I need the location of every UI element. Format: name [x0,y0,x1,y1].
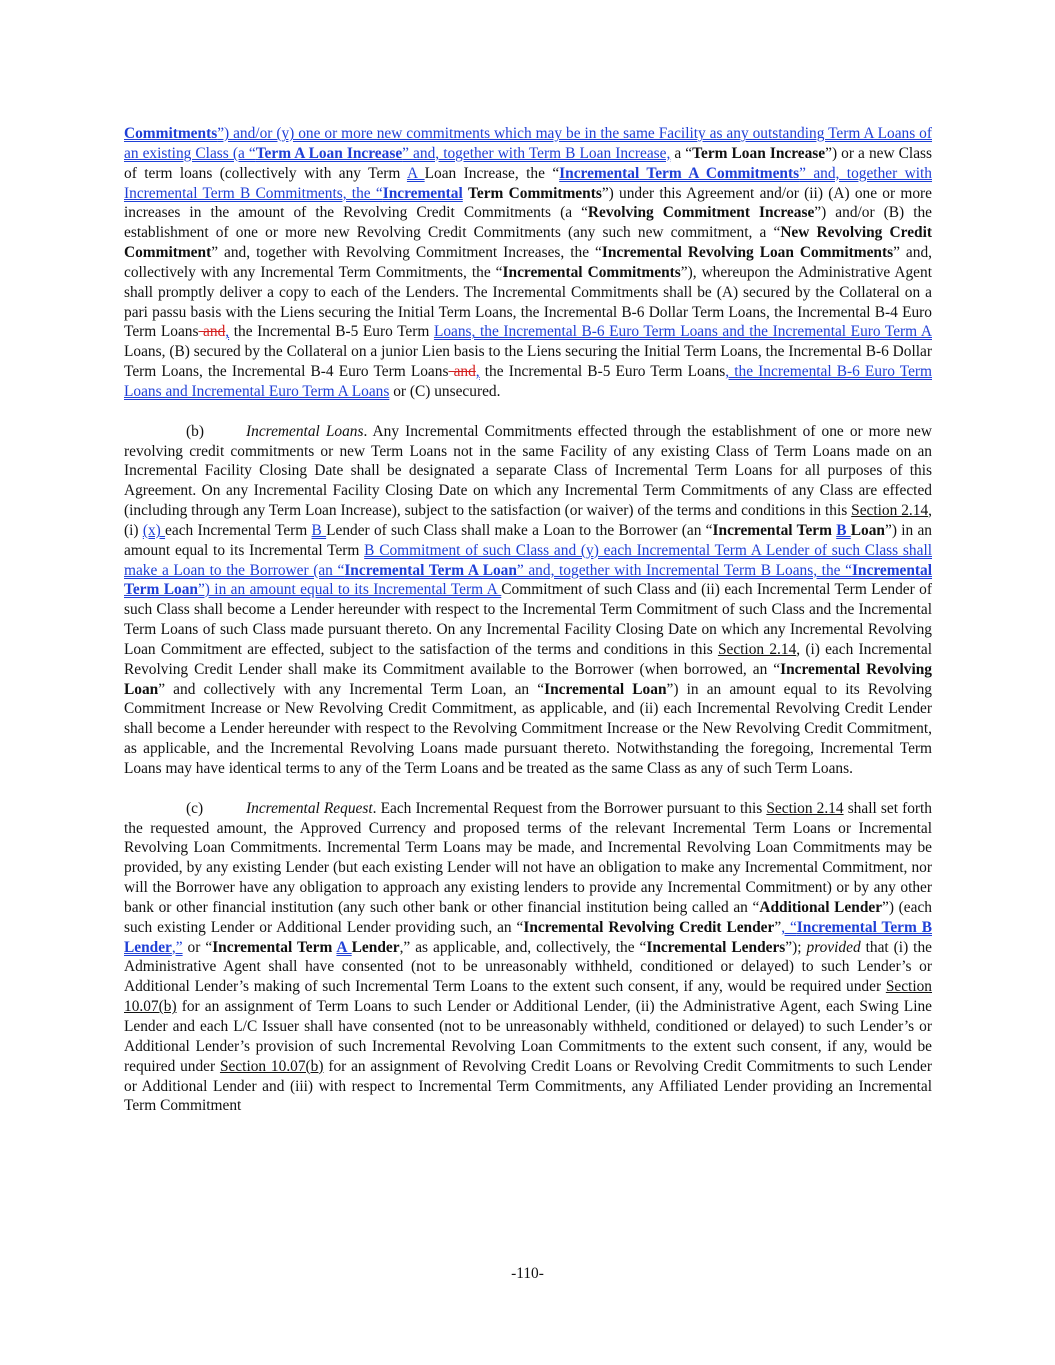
defined-term: Lender [351,938,400,956]
section-reference[interactable]: Section 2.14 [717,640,797,658]
inserted-text: , [225,323,230,341]
section-heading: Incremental Request [246,799,373,817]
defined-term: Additional Lender [759,898,883,916]
inserted-text: B [836,521,851,539]
inserted-text: Loans, the Incremental B-6 Euro Term Loans and the Incremental Euro Term A [433,323,932,341]
defined-term: Incremental Term [712,521,837,539]
section-reference[interactable]: Section 10.07(b) [219,1057,324,1075]
deleted-text: and [198,323,226,341]
emphasis: provided [806,938,861,956]
defined-term: Incremental [382,184,463,202]
defined-term: Incremental Revolving Loan [124,660,932,698]
defined-term: Loan [850,521,885,539]
defined-term: Incremental Term [212,938,337,956]
defined-term: Incremental Term Loan [124,561,933,599]
paragraph-c: (c) Incremental Request. Each Incremental Request from the Borrower pursuant to this Section 2.14 shall set forth the requested amount, the Approved Currency and proposed terms of the relevant Incremental Term Loans or Incremental Revolving Loan Commitments. Incremental Term Loans may be made, and Incremental Revolving Loan Commitments may be provided, by any existing Lender (but each existing Lender will not have an obligation to make any Incremental Commitment, nor will the Borrower have any obligation to approach any existing lenders to provide any Incremental Commitment) or by any other bank or other financial institution (any such other bank or other financial institution being called an “Additional Lender”) (each such existing Lender or Additional Lender providing such, an “Incremental Revolving Credit Lender”, “Incremental Term B Lender,” or “Incremental Term A Lender,” as applicable, and, collectively, the “Incremental Lenders”); provided that (i) the Administrative Agent shall have consented (not to be unreasonably withheld, conditioned or delayed) to such Lender’s or Additional Lender’s making of such Incremental Term Loans to the extent such consent, if any, would be required under Section 10.07(b) for an assignment of Term Loans to such Lender or Additional Lender, (ii) the Administrative Agent, each Swing Line Lender and each L/C Issuer shall have consented (not to be unreasonably withheld, conditioned or delayed) to such Lender’s or Additional Lender’s provision of such Incremental Revolving Loan Commitments to the extent such consent, if any, would be required under Section 10.07(b) for an assignment of Revolving Credit Loans or Revolving Credit Commitments to such Lender or Additional Lender and (iii) with respect to Incremental Term Commitments, any Affiliated Lender providing an Incremental Term Commitment [124,799,933,1115]
inserted-text: , [475,363,480,381]
document-page [124,124,932,1116]
deleted-text: and [448,363,476,381]
inserted-text: (x) [142,521,166,539]
defined-term: Term A Loan Increase [255,144,403,162]
defined-term: Incremental Loan [544,680,667,698]
defined-term: Incremental Term B Lender [124,918,932,956]
defined-term: Commitments [124,125,218,142]
inserted-text: , the Incremental B-6 Euro Term Loans and Incremental Euro Term A Loans [124,363,933,400]
inserted-text: Commitments”) and/or (y) one or more new commitments which may be in the same Facility as any outstanding Term A Loans of an existing Class (a “Term A Loan Increase” and, together with Term B Loan Increase, [124,125,932,162]
defined-term: Incremental Commitments [502,263,681,281]
defined-term: Incremental Term A Commitments [559,164,800,182]
defined-term: Term Commitments [468,184,602,202]
section-reference[interactable]: Section 2.14 [766,799,844,817]
defined-term: Incremental Lenders [646,938,786,956]
inserted-text: B [311,521,327,539]
page-number: -110- [511,1265,544,1282]
paragraph-a: Commitments”) and/or (y) one or more new commitments which may be in the same Facility as any outstanding Term A Loans of an existing Class (a “Term A Loan Increase” and, together with Term B Loan Increase, a “Term Loan Increase”) or a new Class of term loans (collectively with any Term A Loan Increase, the “Incremental Term A Commitments” and, together with Incremental Term B Commitments, the “Incremental Term Commitments”) under this Agreement and/or (ii) (A) one or more increases in the amount of the Revolving Credit Commitments (a “Revolving Commitment Increase”) and/or (B) the establishment of one or more new Revolving Credit Commitments (any such new commitment, a “New Revolving Credit Commitment” and, together with Revolving Commitment Increases, the “Incremental Revolving Loan Commitments” and, collectively with any Incremental Term Commitments, the “Incremental Commitments”), whereupon the Administrative Agent shall promptly deliver a copy to each of the Lenders. The Incremental Commitments shall be (A) secured by the Collateral on a pari passu basis with the Liens securing the Initial Term Loans, the Incremental B-6 Dollar Term Loans, the Incremental B-4 Euro Term Loans and, the Incremental B-5 Euro Term Loans, the Incremental B-6 Euro Term Loans and the Incremental Euro Term A Loans, (B) secured by the Collateral on a junior Lien basis to the Liens securing the Initial Term Loans, the Incremental B-6 Dollar Term Loans, the Incremental B-4 Euro Term Loans and, the Incremental B-5 Euro Term Loans, the Incremental B-6 Euro Term Loans and Incremental Euro Term A Loans or (C) unsecured. [124,125,933,400]
paragraph-b: (b) Incremental Loans. Any Incremental Commitments effected through the establishment of one or more new revolving credit commitments or new Term Loans not in the same Facility of any existing Class of Term Loans made on an Incremental Facility Closing Date shall be designated a separate Class of Incremental Term Loans for all purposes of this Agreement. On any Incremental Facility Closing Date on which any Incremental Term Commitments of any Class are effected (including through any Term Loan Increase), subject to the satisfaction (or waiver) of the terms and conditions in this Section 2.14, (i) (x) each Incremental Term B Lender of such Class shall make a Loan to the Borrower (an “Incremental Term B Loan”) in an amount equal to its Incremental Term B Commitment of such Class and (y) each Incremental Term A Lender of such Class shall make a Loan to the Borrower (an “Incremental Term A Loan” and, together with Incremental Term B Loans, the “Incremental Term Loan”) in an amount equal to its Incremental Term A Commitment of such Class and (ii) each Incremental Term Lender of such Class shall become a Lender hereunder with respect to the Incremental Term Commitment of such Class and the Incremental Term Loans of such Class made pursuant thereto. On any Incremental Facility Closing Date on which any Incremental Revolving Loan Commitment are effected, subject to the satisfaction of the terms and conditions in this Section 2.14, (i) each Incremental Revolving Credit Lender shall make its Commitment available to the Borrower (when borrowed, an “Incremental Revolving Loan” and collectively with any Incremental Term Loan, an “Incremental Loan”) in an amount equal to its Revolving Commitment Increase or New Revolving Credit Commitment, as applicable, and (ii) each Incremental Revolving Credit Lender shall become a Lender hereunder with respect to the Revolving Commitment Increase or the New Revolving Credit Commitment, as applicable, and the Incremental Revolving Loans made pursuant thereto. Notwithstanding the foregoing, Incremental Term Loans may have identical terms to any of the Term Loans and be treated as the same Class as any of such Term Loans. [124,422,933,777]
defined-term: Term Loan Increase [692,144,826,162]
defined-term: Incremental Revolving Loan Commitments [601,244,894,262]
defined-term: New Revolving Credit Commitment [124,224,932,262]
defined-term: Revolving Commitment Increase [587,204,815,222]
section-reference[interactable]: Section 10.07(b) [124,978,932,1016]
section-label: (b) [186,422,204,440]
inserted-text: A [406,164,425,182]
inserted-text: , “Incremental Term B Lender,” [124,918,932,956]
defined-term: Incremental Term A Loan [344,561,517,579]
section-reference[interactable]: Section 2.14 [851,502,929,520]
section-heading: Incremental Loans [246,422,364,440]
inserted-text: A [336,938,352,956]
inserted-text: Incremental Term A Commitments” and, together with Incremental Term B Commitments, the “Incremental [124,164,932,202]
inserted-text: B Commitment of such Class and (y) each Incremental Term A Lender of such Class shall make a Loan to the Borrower (an “Incremental Term A Loan” and, together with Incremental Term B Loans, the “Incremental Term Loan”) in an amount equal to its Incremental Term A [124,541,933,599]
defined-term: Incremental Revolving Credit Lender [523,918,775,936]
section-label: (c) [186,799,204,817]
